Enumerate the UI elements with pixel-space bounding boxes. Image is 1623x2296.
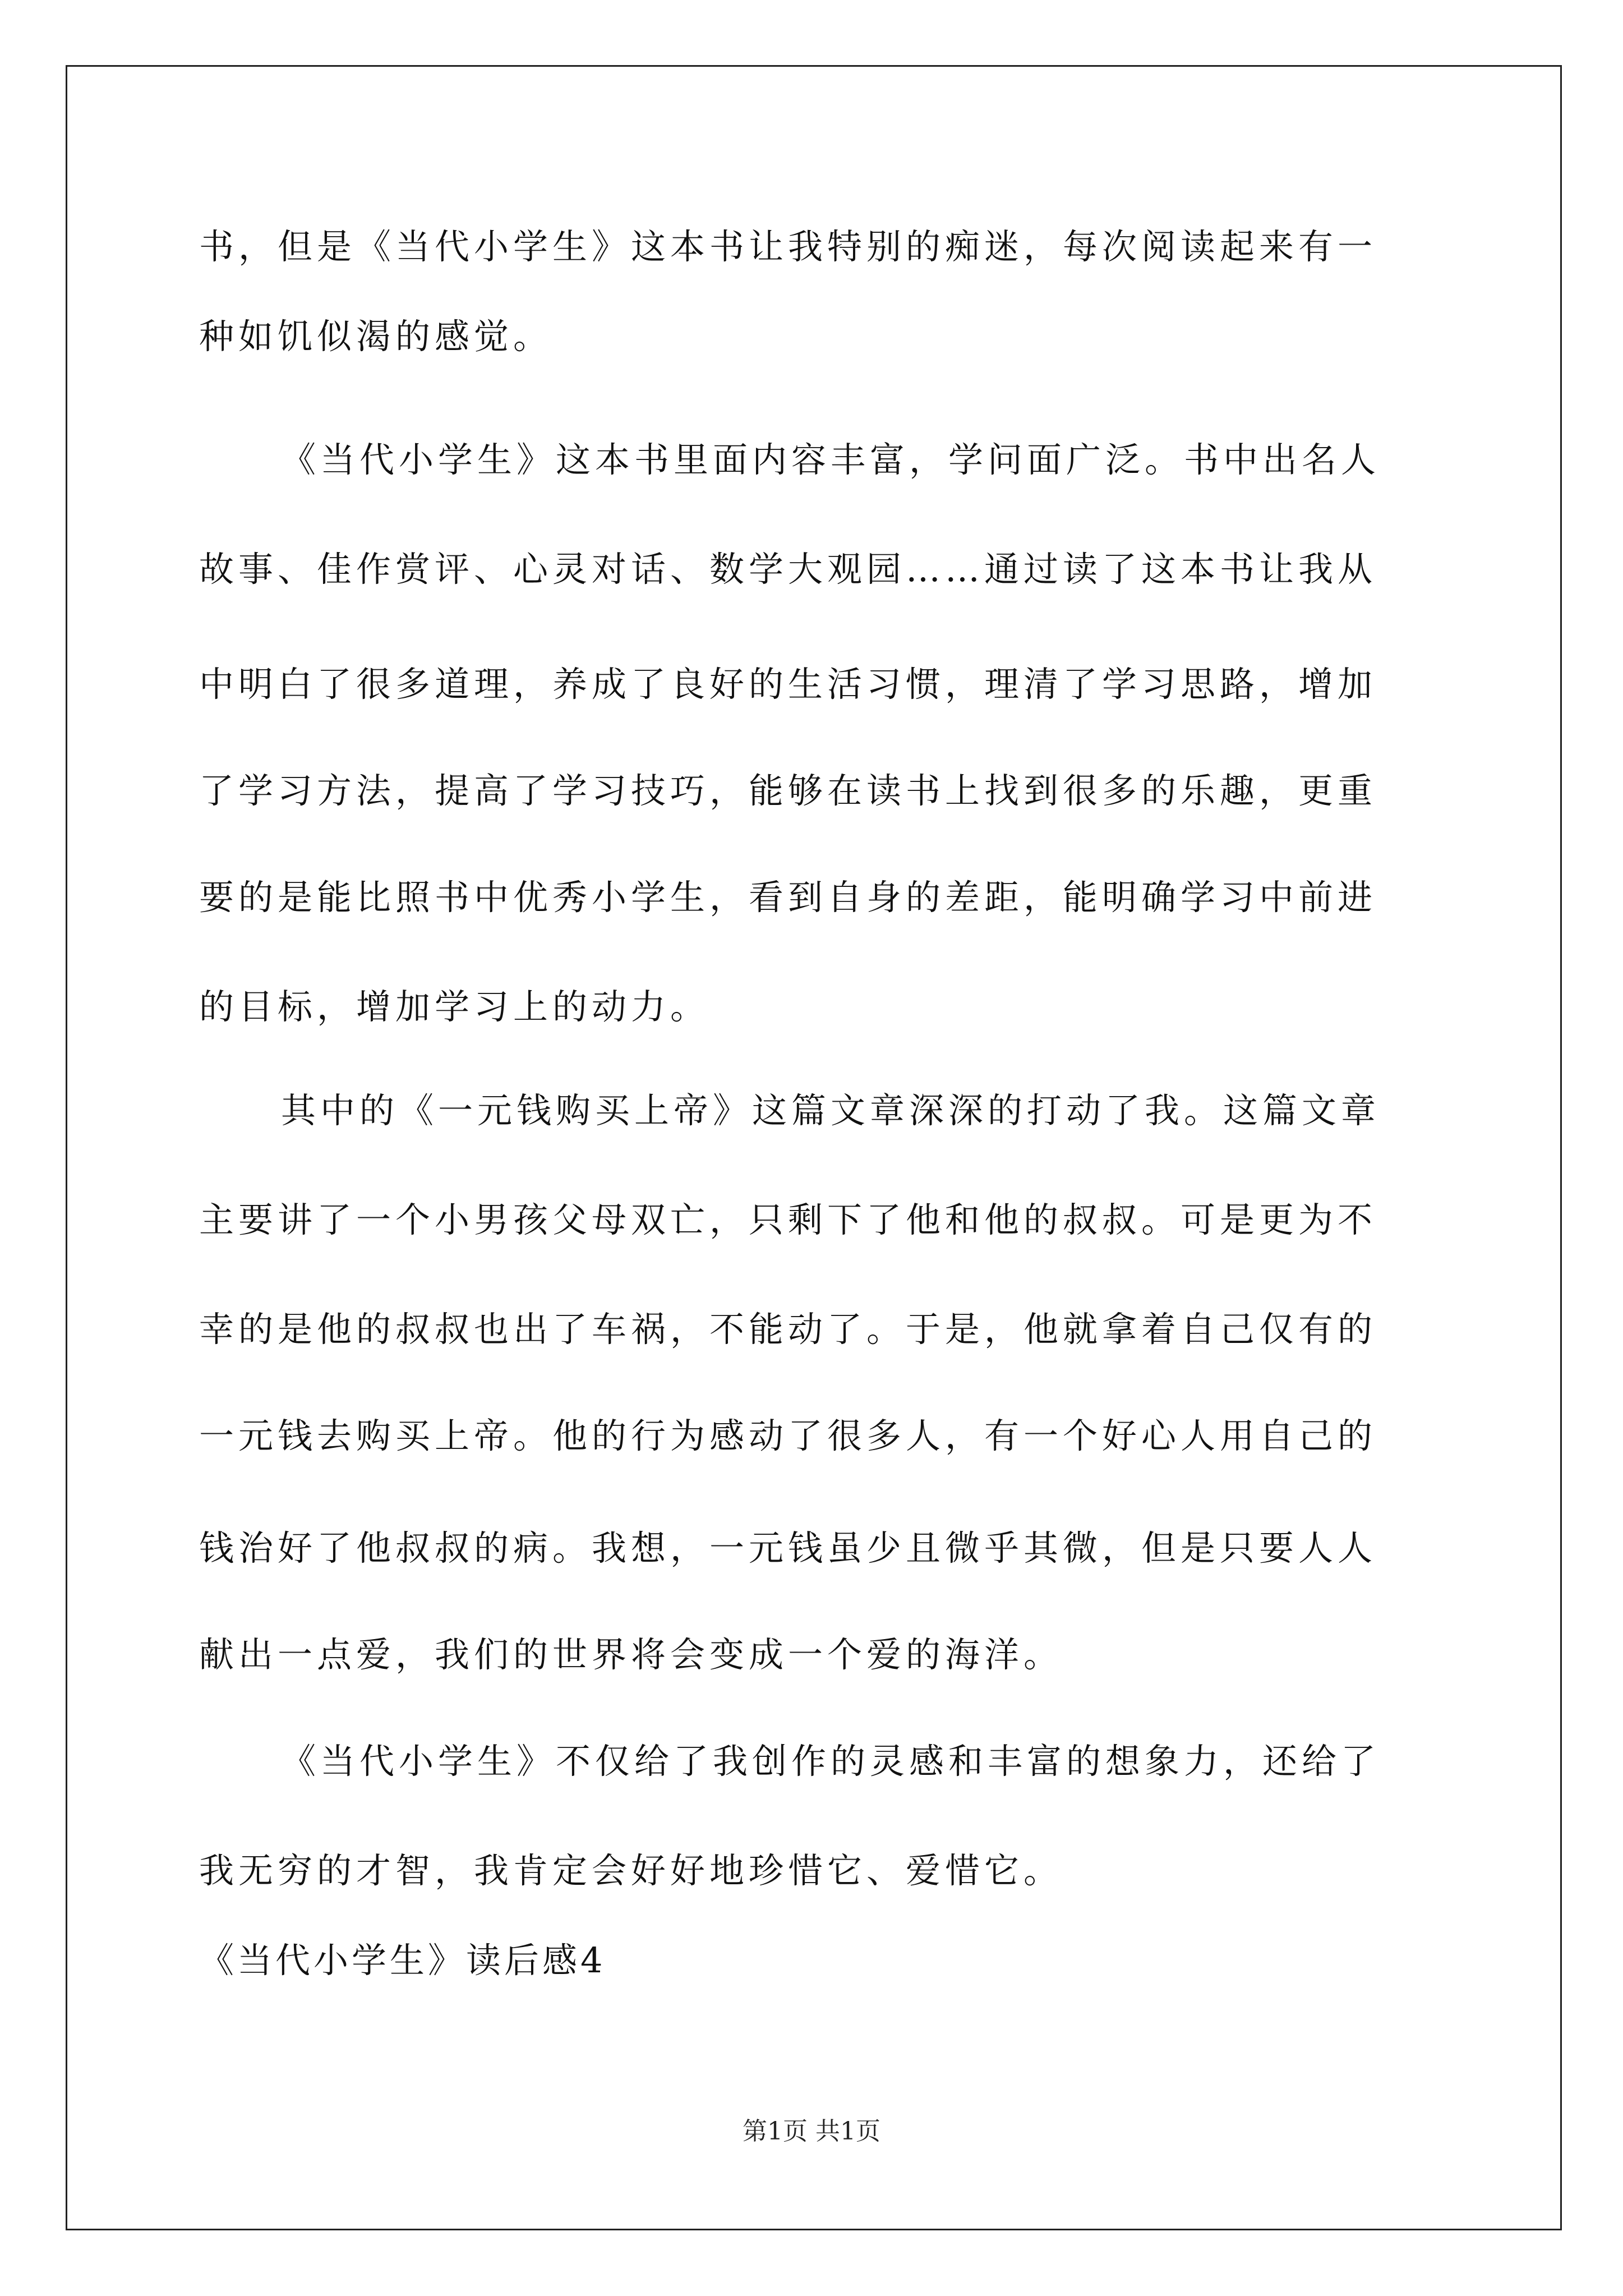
- paragraph-3-line-2: 主要讲了一个小男孩父母双亡，只剩下了他和他的叔叔。可是更为不: [199, 1199, 1377, 1240]
- paragraph-3-line-1: 其中的《一元钱购买上帝》这篇文章深深的打动了我。这篇文章: [281, 1090, 1381, 1131]
- page-border: [66, 65, 1562, 2230]
- paragraph-3-line-3: 幸的是他的叔叔也出了车祸，不能动了。于是，他就拿着自己仅有的: [199, 1309, 1377, 1350]
- paragraph-2-line-5: 要的是能比照书中优秀小学生，看到自身的差距，能明确学习中前进: [199, 877, 1377, 918]
- page-footer: 第1页 共1页: [743, 2117, 880, 2146]
- paragraph-2-line-1: 《当代小学生》这本书里面内容丰富，学问面广泛。书中出名人: [281, 439, 1381, 480]
- paragraph-2-line-2: 故事、佳作赏评、心灵对话、数学大观园……通过读了这本书让我从: [199, 549, 1377, 590]
- paragraph-2-line-4: 了学习方法，提高了学习技巧，能够在读书上找到很多的乐趣，更重: [199, 770, 1377, 811]
- paragraph-1-line-2: 种如饥似渴的感觉。: [199, 316, 553, 357]
- paragraph-4-line-1: 《当代小学生》不仅给了我创作的灵感和丰富的想象力，还给了: [281, 1741, 1381, 1782]
- paragraph-3-line-5: 钱治好了他叔叔的病。我想，一元钱虽少且微乎其微，但是只要人人: [199, 1527, 1377, 1568]
- paragraph-2-line-6: 的目标，增加学习上的动力。: [199, 986, 710, 1027]
- paragraph-2-line-3: 中明白了很多道理，养成了良好的生活习惯，理清了学习思路，增加: [199, 664, 1377, 705]
- paragraph-3-line-6: 献出一点爱，我们的世界将会变成一个爱的海洋。: [199, 1634, 1063, 1675]
- paragraph-4-line-2: 我无穷的才智，我肯定会好好地珍惜它、爱惜它。: [199, 1850, 1063, 1891]
- paragraph-3-line-4: 一元钱去购买上帝。他的行为感动了很多人，有一个好心人用自己的: [199, 1415, 1377, 1456]
- paragraph-1-line-1: 书，但是《当代小学生》这本书让我特别的痴迷，每次阅读起来有一: [199, 226, 1377, 267]
- section-heading: 《当代小学生》读后感4: [199, 1940, 606, 1981]
